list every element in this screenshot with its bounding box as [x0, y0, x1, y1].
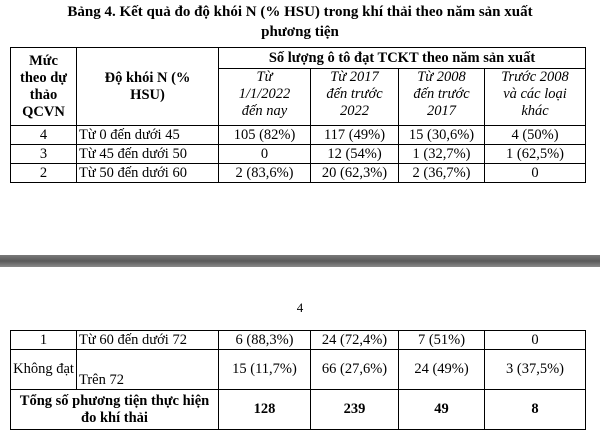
header-year-2022: Từ 1/1/2022 đến nay: [219, 69, 311, 126]
header-smoke-level: Độ khói N (% HSU): [77, 48, 219, 126]
smoke-table-part-1: [10, 47, 586, 183]
total-row: Tổng số phương tiện thực hiện đo khí thải 128 239 49 8: [11, 390, 586, 430]
header-year-2017: Từ 2017 đến trước 2022: [311, 69, 399, 126]
table-row: Không đạt Trên 72 15 (11,7%) 66 (27,6%) 24 (49%) 3 (37,5%): [11, 350, 586, 390]
table-row: 2 Từ 50 đến dưới 60 2 (83,6%) 20 (62,3%) 2 (36,7%) 0: [11, 164, 586, 183]
table-row: 1 Từ 60 đến dưới 72 6 (88,3%) 24 (72,4%) 7 (51%) 0: [11, 331, 586, 350]
smoke-table-part-2: [10, 330, 586, 430]
header-before-2008: Trước 2008 và các loại khác: [485, 69, 586, 126]
table-caption: [0, 2, 600, 42]
header-level: Mức theo dự thảo QCVN: [11, 48, 77, 126]
page-number: 4: [296, 300, 304, 315]
caption-line-1: Bảng 4. Kết quả đo độ khói N (% HSU) trong khí thải theo năm sản xuất: [67, 4, 533, 20]
caption-line-2: phương tiện: [261, 24, 339, 40]
header-year-2008: Từ 2008 đến trước 2017: [399, 69, 485, 126]
header-vehicle-count: Số lượng ô tô đạt TCKT theo năm sản xuất: [219, 48, 586, 69]
page-break-divider: [0, 255, 600, 267]
table-row: 4 Từ 0 đến dưới 45 105 (82%) 117 (49%) 15 (30,6%) 4 (50%): [11, 126, 586, 145]
table-row: 3 Từ 45 đến dưới 50 0 12 (54%) 1 (32,7%) 1 (62,5%): [11, 145, 586, 164]
